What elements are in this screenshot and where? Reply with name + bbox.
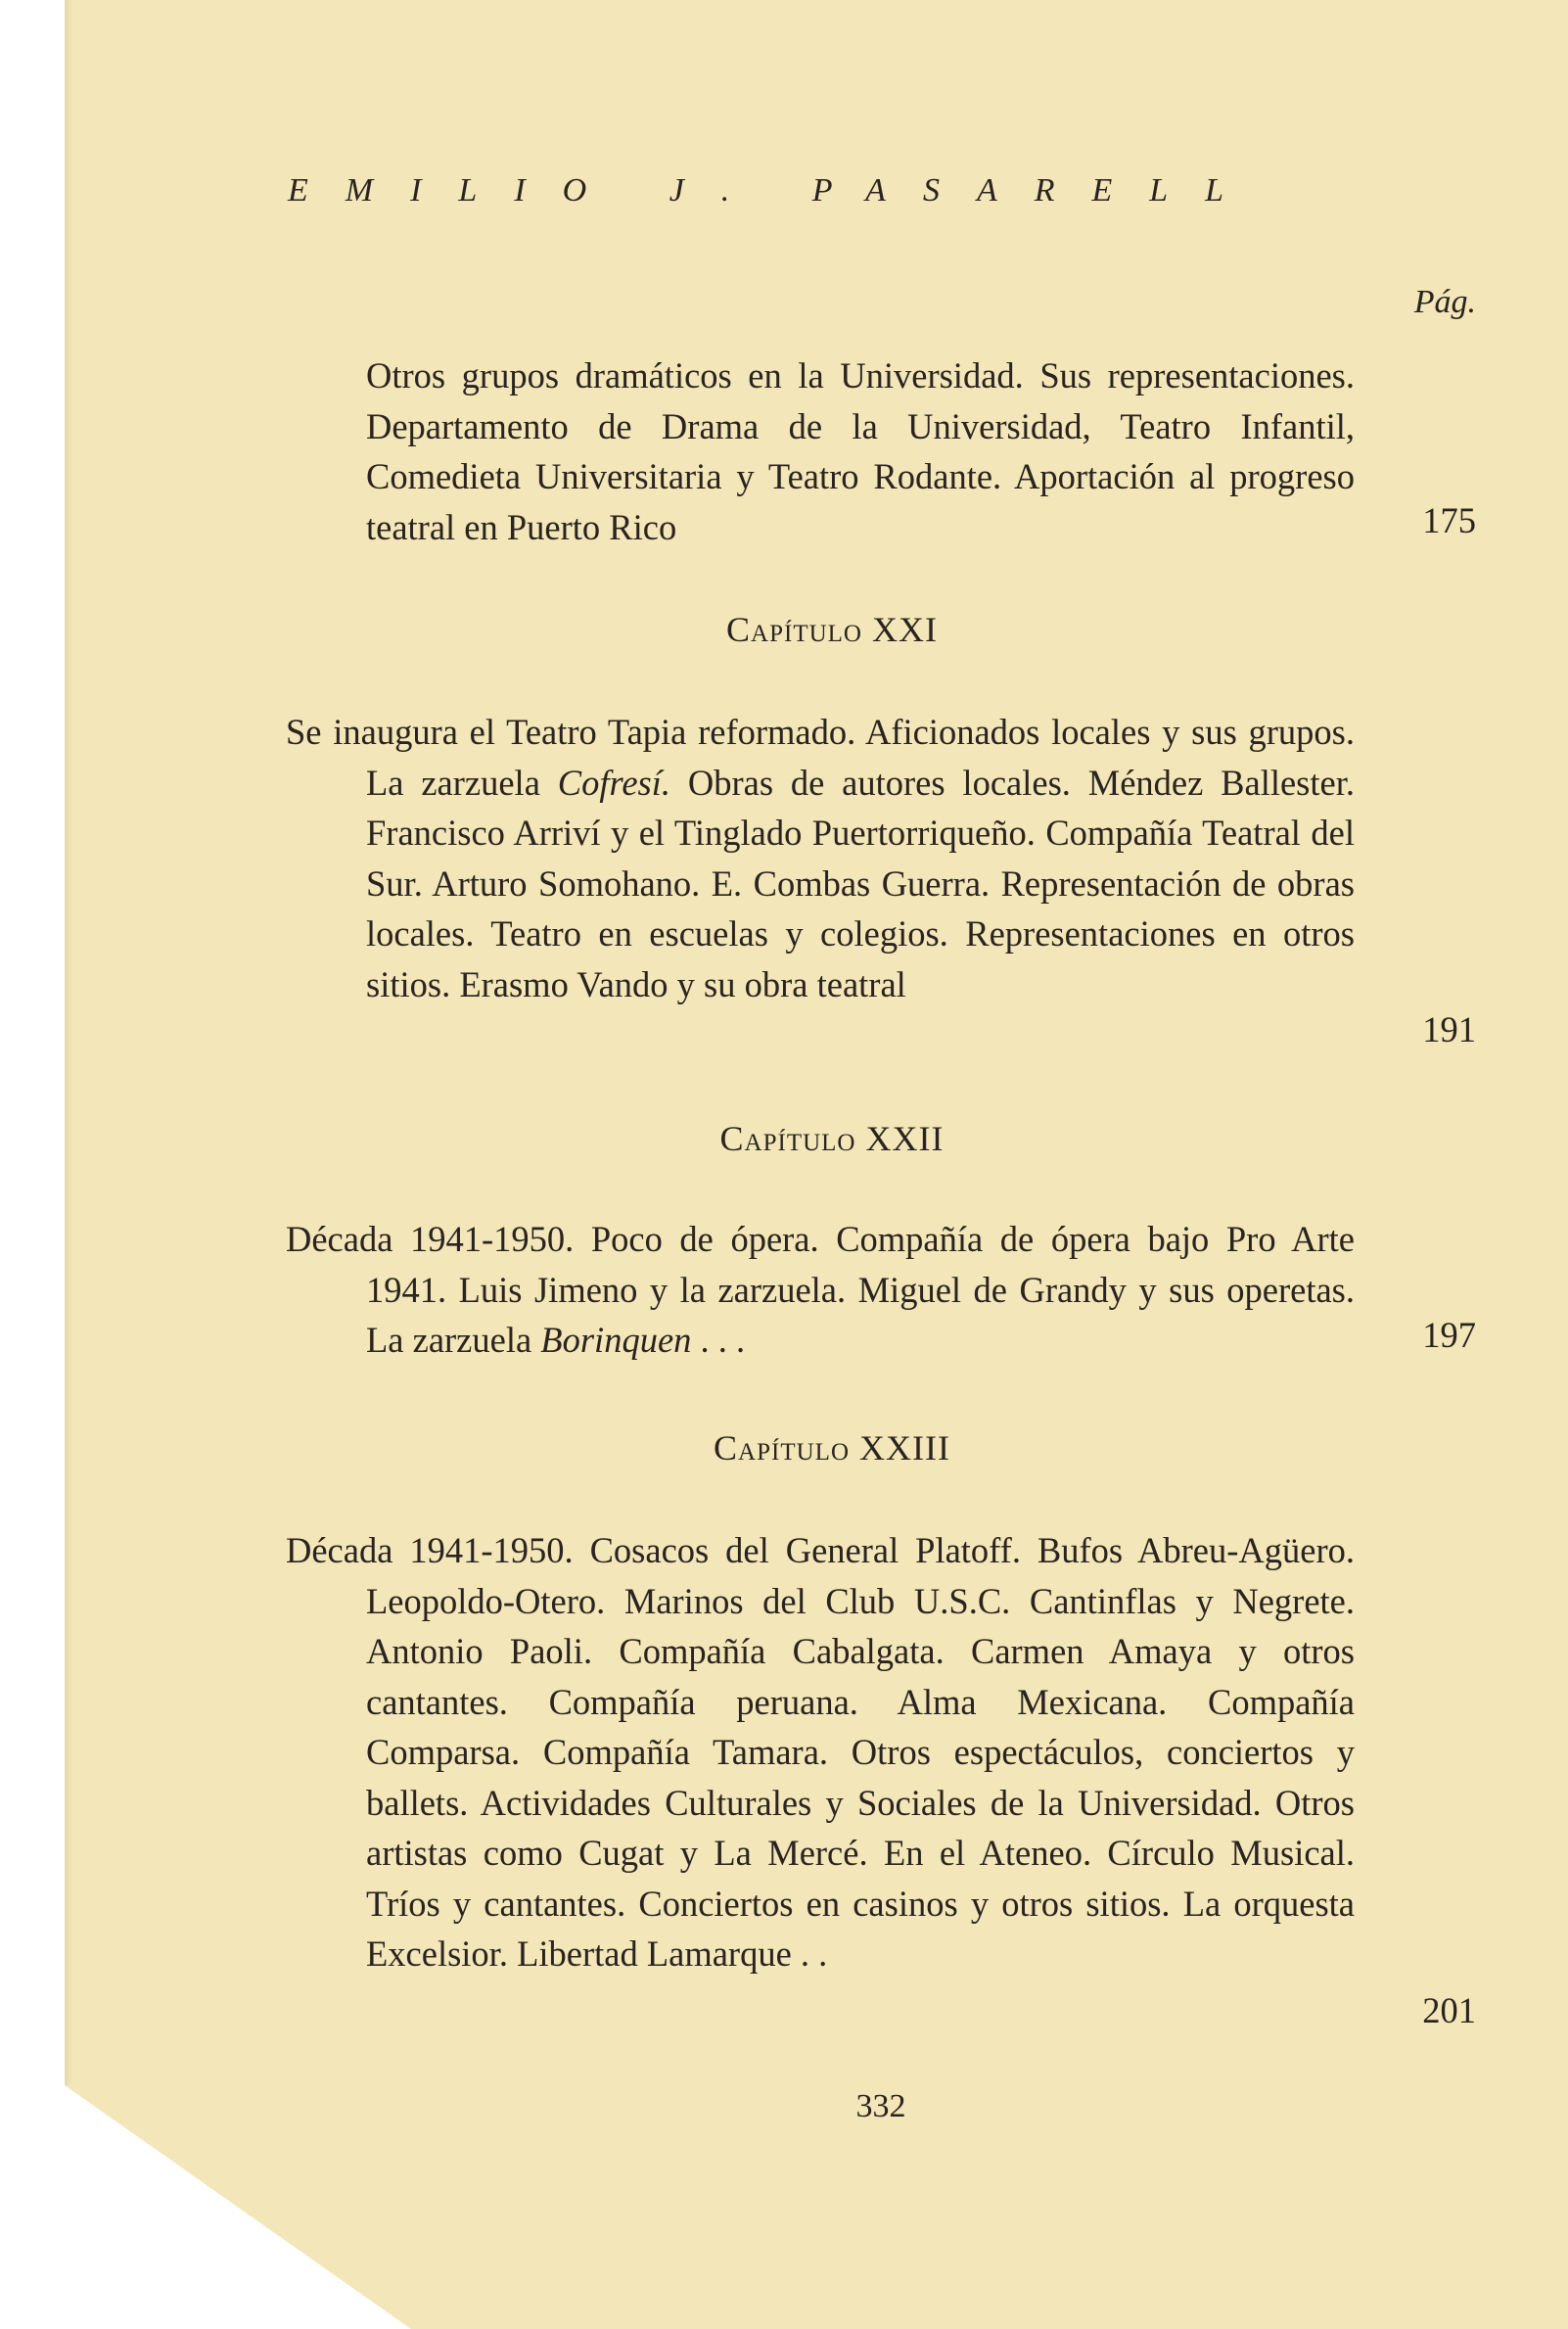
entry-text: Se inaugura el Teatro Tapia reformado. Aficionados locales y sus grupos. La zarzuela xyxy=(286,712,1355,803)
entry-page-number: 197 xyxy=(1422,1315,1476,1355)
entry-italic-title: Cofresí. xyxy=(557,762,671,803)
toc-entry xyxy=(286,1214,1355,1366)
entry-text: . . . xyxy=(691,1320,746,1360)
entry-text: Otros grupos dramáticos en la Universidad. Sus representaciones. Departamento de Drama de la Universidad, Teatro Infantil, Comedieta Universitaria y Teatro Rodante. Aportación al progreso teatral en Puerto Rico xyxy=(366,355,1355,547)
toc-entry xyxy=(286,1525,1355,1980)
entry-page-number: 175 xyxy=(1422,500,1476,540)
entry-page-number: 201 xyxy=(1422,1990,1476,2030)
running-head: EMILIO J. PASARELL xyxy=(288,172,1262,209)
entry-text: Década 1941-1950. Cosacos del General Platoff. Bufos Abreu-Agüero. Leopoldo-Otero. Marinos del Club U.S.C. Cantinflas y Negrete. Antonio Paoli. Compañía Cabalgata. Carmen Amaya y otros cantantes. Compañía peruana. Alma Mexicana. Compañía Comparsa. Compañía Tamara. Otros espectáculos, conciertos y ballets. Actividades Culturales y Sociales de la Universidad. Otros artistas como Cugat y La Mercé. En el Ateneo. Círculo Musical. Tríos y cantantes. Conciertos en casinos y otros sitios. La orquesta Excelsior. Libertad Lamarque . . xyxy=(286,1530,1355,1974)
page-column-label: Pág. xyxy=(1413,284,1476,320)
chapter-heading: Capítulo XXIII xyxy=(714,1428,950,1467)
entry-text: Década 1941-1950. Poco de ópera. Compañía de ópera bajo Pro Arte 1941. Luis Jimeno y la zarzuela. Miguel de Grandy y sus operetas. La zarzuela xyxy=(286,1219,1355,1360)
folio-page-number: 332 xyxy=(855,2088,906,2124)
entry-page-number: 191 xyxy=(1422,1009,1476,1049)
entry-text: Obras de autores locales. Méndez Ballester. Francisco Arriví y el Tinglado Puertorriqueño. Compañía Teatral del Sur. Arturo Somohano. E. Combas Guerra. Representación de obras locales. Teatro en escuelas y colegios. Representaciones en otros sitios. Erasmo Vando y su obra teatral xyxy=(366,762,1355,1004)
chapter-heading: Capítulo XXI xyxy=(726,610,938,649)
page-edge-shadow xyxy=(59,0,72,2085)
chapter-heading: Capítulo XXII xyxy=(719,1119,945,1158)
toc-entry xyxy=(286,707,1355,1009)
toc-entry xyxy=(286,350,1355,552)
entry-italic-title: Borinquen xyxy=(540,1320,692,1360)
